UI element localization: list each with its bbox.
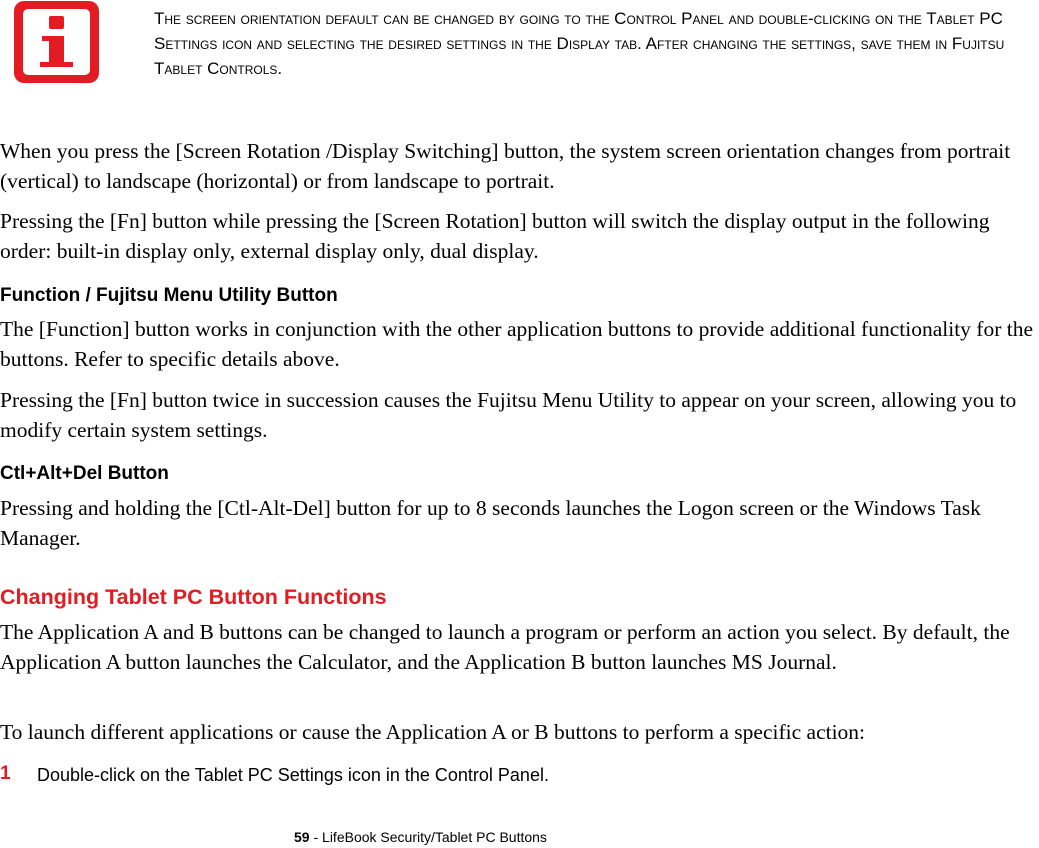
paragraph-function: The [Function] button works in conjunction with the other application buttons to provide additional functionality for the buttons. Refer to specific details above. <box>0 317 1033 371</box>
heading-ctl-alt-del: Ctl+Alt+Del Button <box>0 463 169 484</box>
footer-separator: - <box>309 829 323 845</box>
paragraph-fn-rotation: Pressing the [Fn] button while pressing the [Screen Rotation] button will switch the display output in the following order: built-in display only, external display only, dual display. <box>0 209 990 263</box>
paragraph-ctl-alt-del: Pressing and holding the [Ctl-Alt-Del] button for up to 8 seconds launches the Logon screen or the Windows Task Manager. <box>0 496 981 550</box>
info-icon <box>14 1 99 83</box>
paragraph-rotation: When you press the [Screen Rotation /Display Switching] button, the system screen orientation changes from portrait (vertical) to landscape (horizontal) or from landscape to portrait. <box>0 139 1011 193</box>
paragraph-launch-different: To launch different applications or cause the Application A or B buttons to perform a specific action: <box>0 720 866 744</box>
note-text: The screen orientation default can be changed by going to the Control Panel and double-clicking on the Tablet PC Settings icon and selecting the desired settings in the Display tab. After changing the settings, save them in Fujitsu Tablet Controls. <box>154 9 1005 78</box>
page-number: 59 <box>294 829 310 845</box>
step-number: 1 <box>0 763 11 784</box>
paragraph-fn-twice: Pressing the [Fn] button twice in succession causes the Fujitsu Menu Utility to appear on your screen, allowing you to modify certain system settings. <box>0 388 1017 442</box>
step-text: Double-click on the Tablet PC Settings icon in the Control Panel. <box>37 765 549 785</box>
heading-changing-functions: Changing Tablet PC Button Functions <box>0 585 387 609</box>
page-footer <box>294 829 547 845</box>
paragraph-application-buttons: The Application A and B buttons can be changed to launch a program or perform an action you select. By default, the Application A button launches the Calculator, and the Application B button launches MS Journal. <box>0 620 1010 674</box>
heading-function-button: Function / Fujitsu Menu Utility Button <box>0 285 338 306</box>
footer-title: LifeBook Security/Tablet PC Buttons <box>322 829 547 845</box>
